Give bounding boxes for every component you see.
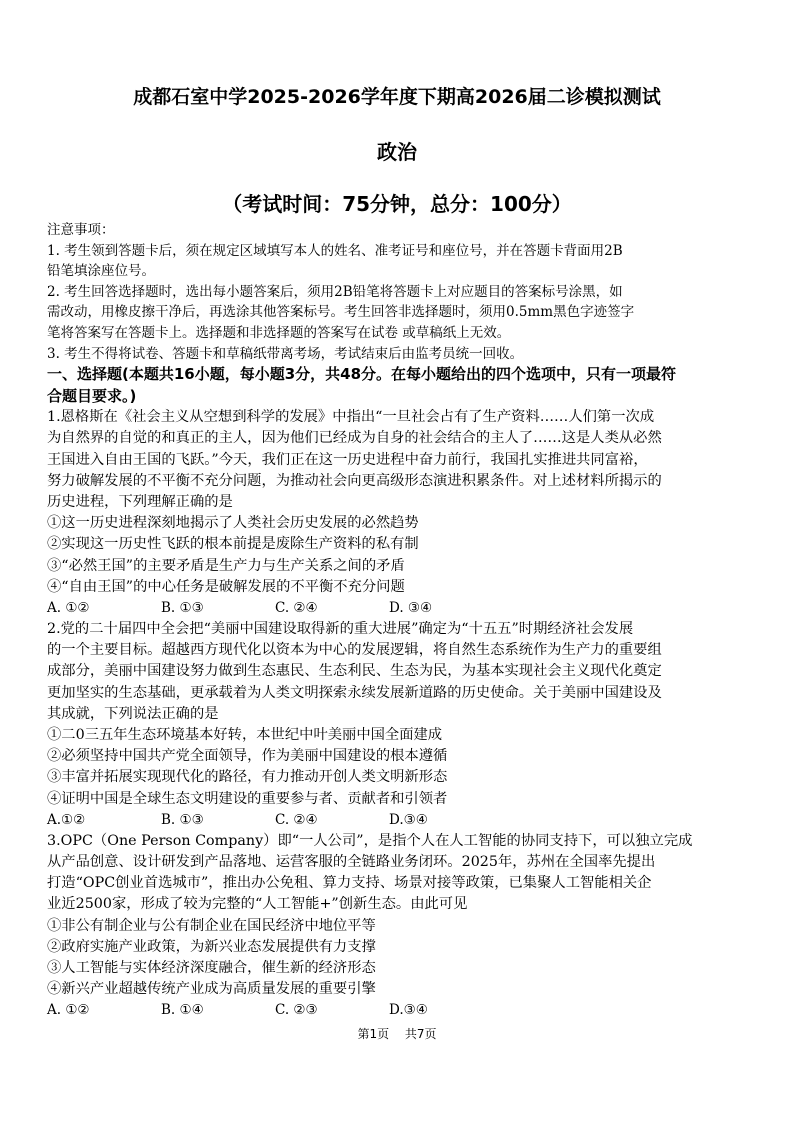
question-item: ③“必然王国”的主要矛盾是生产力与生产关系之间的矛盾 — [47, 557, 405, 574]
option-b: B. ①④ — [161, 1002, 204, 1019]
question-stem-line: 业近2500家，形成了较为完整的“人工智能+”创新生态。由此可见 — [47, 896, 468, 913]
question-1 — [47, 407, 743, 619]
page-number: 第1页 — [357, 1027, 390, 1041]
question-stem-line: 历史进程，下列理解正确的是 — [47, 493, 233, 510]
option-d: D. ③④ — [389, 599, 433, 616]
exam-content — [47, 220, 743, 1021]
question-item: ②政府实施产业政策，为新兴业态发展提供有力支撑 — [47, 938, 376, 955]
notes-block — [47, 220, 743, 364]
question-item: ①这一历史进程深刻地揭示了人类社会历史发展的必然趋势 — [47, 515, 419, 532]
question-stem-line: 成部分，美丽中国建设努力做到生态惠民、生态利民、生态为民，为基本实现社会主义现代化奠定 — [47, 663, 662, 680]
question-item: ④“自由王国”的中心任务是破解发展的不平衡不充分问题 — [47, 578, 405, 595]
answer-options — [47, 598, 743, 619]
option-c: C. ②④ — [275, 599, 318, 616]
question-stem-line: 王国进入自由王国的飞跃。”今天，我们正在这一历史进程中奋力前行，我国扎实推进共同富裕， — [47, 451, 648, 468]
option-d: D.③④ — [389, 1002, 428, 1019]
question-stem-line: 1.恩格斯在《社会主义从空想到科学的发展》中指出“一旦社会占有了生产资料……人们第一次成 — [47, 409, 655, 426]
question-stem-line: 打造“OPC创业首选城市”，推出办公免租、算力支持、场景对接等政策，已集聚人工智能相关企 — [47, 875, 652, 892]
page-total: 共7页 — [404, 1027, 437, 1041]
notes-line: 需改动，用橡皮擦干净后，再选涂其他答案标号。考生回答非选择题时，须用0.5mm黑色字迹签字 — [47, 304, 635, 321]
notes-line: 2. 考生回答选择题时，选出每小题答案后，须用2B铅笔将答题卡上对应题目的答案标号涂黑，如 — [47, 283, 623, 300]
option-c: C. ②④ — [275, 811, 318, 828]
question-3 — [47, 831, 743, 1022]
question-stem-line: 2.党的二十届四中全会把“美丽中国建设取得新的重大进展”确定为“十五五”时期经济社会发展 — [47, 620, 634, 637]
subject-title: 政治 — [377, 140, 417, 164]
section-heading-cont: 合题目要求。) — [47, 386, 137, 405]
answer-options — [47, 810, 743, 831]
question-stem-line: 为自然界的自觉的和真正的主人，因为他们已经成为自身的社会结合的主人了……这是人类从必然 — [47, 430, 662, 447]
answer-options — [47, 1000, 743, 1021]
option-c: C. ②③ — [275, 1002, 318, 1019]
option-b: B. ①③ — [161, 599, 204, 616]
question-stem-line: 更加坚实的生态基础，更承载着为人类文明探索永续发展新道路的历史使命。关于美丽中国建设及 — [47, 684, 662, 701]
question-item: ①二0三五年生态环境基本好转，本世纪中叶美丽中国全面建成 — [47, 727, 443, 743]
question-stem-line: 3.OPC（One Person Company）即“一人公司”，是指个人在人工智能的协同支持下，可以独立完成 — [47, 832, 693, 849]
question-item: ④新兴产业超越传统产业成为高质量发展的重要引擎 — [47, 981, 376, 998]
question-item: ①非公有制企业与公有制企业在国民经济中地位平等 — [47, 917, 376, 934]
question-stem-line: 努力破解发展的不平衡不充分问题，为推动社会向更高级形态演进积累条件。对上述材料所揭示的 — [47, 472, 662, 489]
exam-title: 成都石室中学2025-2026学年度下期高2026届二诊模拟测试 — [133, 86, 661, 108]
option-a: A. ①② — [47, 599, 90, 616]
notes-line: 笔将答案写在答题卡上。选择题和非选择题的答案写在试卷 或草稿纸上无效。 — [47, 324, 511, 341]
exam-time: （考试时间：75分钟，总分：100分） — [222, 192, 572, 216]
option-a: A.①② — [47, 811, 86, 828]
question-item: ②实现这一历史性飞跃的根本前提是废除生产资料的私有制 — [47, 536, 419, 553]
notes-line: 1. 考生领到答题卡后，须在规定区域填写本人的姓名、准考证号和座位号，并在答题卡背面用2B — [47, 242, 623, 259]
option-a: A. ①② — [47, 1002, 90, 1019]
question-item: ③丰富并拓展实现现代化的路径，有力推动开创人类文明新形态 — [47, 769, 448, 786]
question-stem-line: 其成就，下列说法正确的是 — [47, 705, 219, 722]
notes-line: 铅笔填涂座位号。 — [47, 263, 155, 280]
question-item: ③人工智能与实体经济深度融合，催生新的经济形态 — [47, 960, 376, 977]
question-2 — [47, 619, 743, 831]
question-stem-line: 从产品创意、设计研发到产品落地、运营客服的全链路业务闭环。2025年，苏州在全国率先提出 — [47, 854, 656, 871]
notes-heading: 注意事项： — [47, 222, 115, 238]
notes-line: 3. 考生不得将试卷、答题卡和草稿纸带离考场，考试结束后由监考员统一回收。 — [47, 345, 524, 362]
question-item: ④证明中国是全球生态文明建设的重要参与者、贡献者和引领者 — [47, 790, 448, 807]
option-d: D.③④ — [389, 811, 428, 828]
section-heading: 一、选择题(本题共16小题，每小题3分，共48分。在每小题给出的四个选项中，只有一项最符 — [47, 365, 677, 384]
option-b: B. ①③ — [161, 811, 204, 828]
page-footer — [0, 1025, 794, 1042]
question-stem-line: 的一个主要目标。超越西方现代化以资本为中心的发展逻辑，将自然生态系统作为生产力的重要组 — [47, 642, 662, 659]
question-item: ②必须坚持中国共产党全面领导，作为美丽中国建设的根本遵循 — [47, 748, 448, 765]
